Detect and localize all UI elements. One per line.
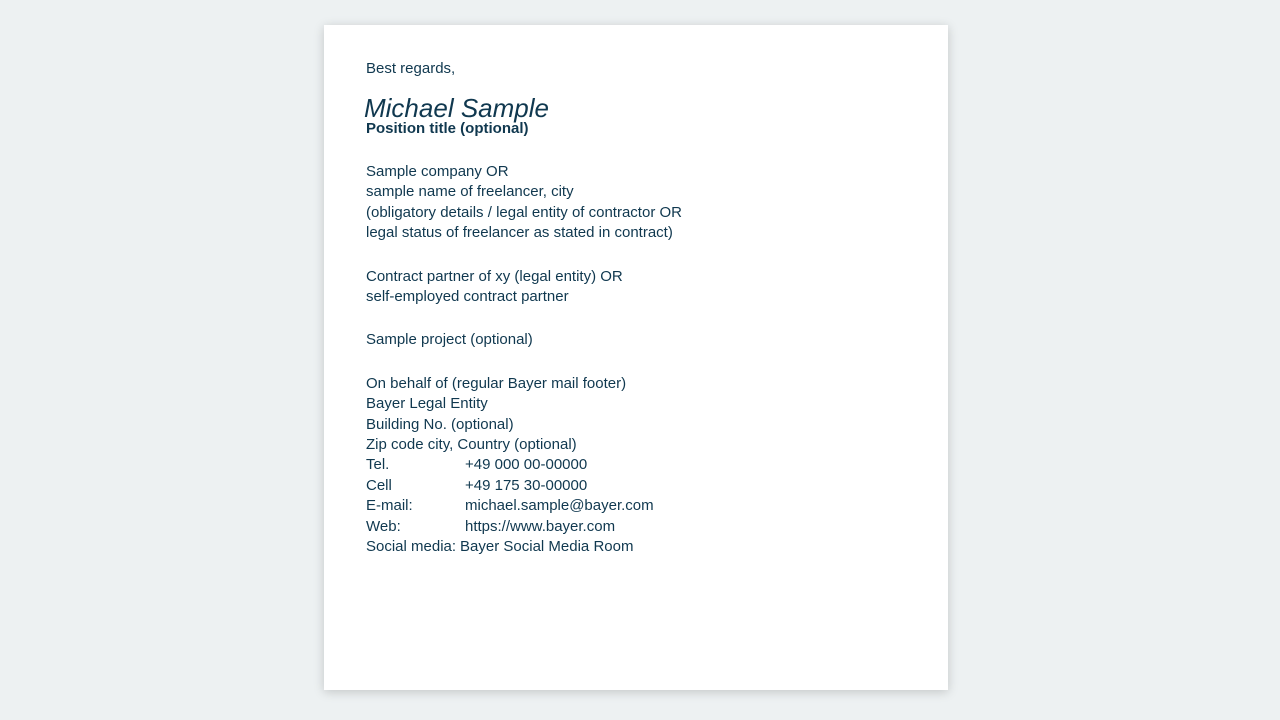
- contact-cell-value: +49 175 30-00000: [465, 476, 588, 494]
- project-block: [366, 330, 906, 350]
- company-block: [366, 162, 906, 244]
- contact-web: [366, 517, 906, 537]
- contact-tel-value: +49 000 00-00000: [465, 456, 588, 474]
- greeting: Best regards,: [366, 60, 456, 77]
- company-line: (obligatory details / legal entity of contractor OR: [366, 203, 682, 221]
- project-line: Sample project (optional): [366, 331, 533, 349]
- footer-block: [366, 374, 906, 558]
- partner-block: [366, 267, 906, 308]
- contact-web-label: Web:: [366, 517, 401, 535]
- footer-line: On behalf of (regular Bayer mail footer): [366, 374, 627, 392]
- contact-email-label: E-mail:: [366, 497, 413, 515]
- signature-page: [324, 25, 948, 690]
- signature-name: Michael Sample: [364, 93, 549, 123]
- footer-line: Zip code city, Country (optional): [366, 436, 577, 454]
- company-line: Sample company OR: [366, 163, 509, 180]
- contact-email-value: michael.sample@bayer.com: [465, 497, 654, 515]
- contact-cell-label: Cell: [366, 476, 392, 494]
- partner-line: self-employed contract partner: [366, 288, 569, 306]
- contact-tel: [366, 455, 906, 475]
- company-line: sample name of freelancer, city: [366, 183, 574, 201]
- partner-line: Contract partner of xy (legal entity) OR: [366, 267, 623, 285]
- contact-social-value: Bayer Social Media Room: [460, 538, 634, 556]
- company-line: legal status of freelancer as stated in contract): [366, 224, 673, 242]
- footer-line: Bayer Legal Entity: [366, 395, 488, 413]
- contact-social-label: Social media:: [366, 538, 457, 556]
- footer-line: Building No. (optional): [366, 415, 514, 433]
- contact-cell: [366, 476, 906, 496]
- contact-social: [366, 537, 906, 557]
- contact-web-value: https://www.bayer.com: [465, 517, 616, 535]
- contact-email: [366, 496, 906, 516]
- position-title: Position title (optional): [366, 120, 529, 137]
- contact-tel-label: Tel.: [366, 456, 390, 474]
